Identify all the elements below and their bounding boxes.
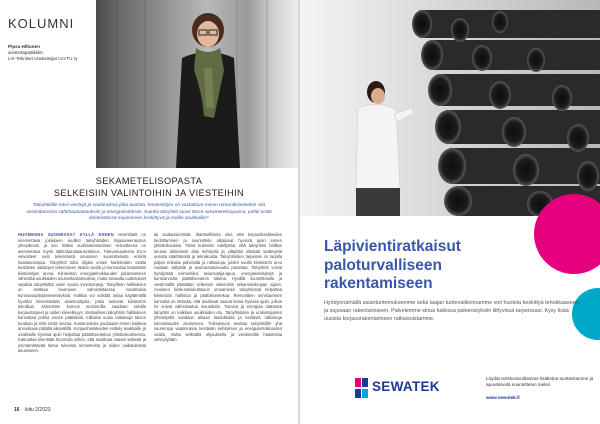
column-lead: Taloyhtiöille tulvii viestejä ja vaatimuksia joka tuutista. Kiinteistöjen on vastattava monin remonttiviesteihin sitä vesimittareista sähköautolatauksiin ja energiaindeksiin. Kuinka taloyhtiö luovii tässä sekametelisopassa, pohtii eräät kiinteistöissä sopimiseen keskittyvä ja mailla asukkaille? (26, 203, 272, 221)
column-title-line2: SELKEISIIN VALINTOIHIN JA VIESTEIHIN (53, 187, 245, 198)
ad-body-text: Hyödynnämällä asiantuntemuksemme sekä laajan tuotevalikoimamme voit huoleta keskittyä tehokkaaseen ja sujuvaan rakentamiseen. Palvelemme sinua kaikissa paloeristyksiin liittyvissä tarpeissasi. Kysy lisää uusista korjausrakentamisen ratkaisuistamme. (324, 300, 579, 322)
column-title (18, 176, 280, 199)
ad-headline (324, 238, 574, 294)
sewatek-logo[interactable] (354, 374, 464, 400)
author-name: Pipsa Hiltunen (8, 44, 40, 49)
issue-number: 2/2023 (35, 407, 51, 413)
section-title: KOLUMNI (8, 16, 75, 31)
pipes-warehouse-photo (300, 0, 600, 216)
body-lead-caps: HUOMENNA SUOMESSA? KYLLÄ ENNEN (18, 232, 114, 237)
column-title-line1: SEKAMETELISOPASTA (95, 176, 203, 186)
column-body (18, 232, 282, 402)
author-role: viestintäpäällikkö (8, 50, 43, 55)
ad-headline-line2: paloturvalliseen (324, 256, 443, 274)
magazine-name: kiitu (24, 407, 34, 413)
body-column-1 (18, 232, 146, 354)
ad-tagline: Löydät verkkosivuiltamme lisätietoa tuotteistamme ja apuvälineitä suunnittelun tueksi (486, 376, 594, 388)
author-portrait-photo (96, 0, 298, 168)
person-figure (168, 8, 248, 168)
ad-url-link[interactable]: www.sewatek.fi (486, 395, 520, 400)
pipes-illustration (300, 0, 600, 216)
author-org: LVI-Tekniset Urakoitsijat LVI-TU ry (8, 56, 78, 61)
right-page-ad (300, 0, 600, 424)
left-page-column (0, 0, 298, 424)
page-footer (14, 407, 51, 413)
body-text-1: vesimittarit on asennettava jokaiseen kodiksi taloyhtiöiden linjasaneerausten yhteydessä, ja sen lisäksi uudisrakentamisen velvoitteena on asennettava myös sähköautolatausvalmius. Tulevaisuudessa EU:n velvoitteet ovat tekemässä asumisen suunnittelusta entistä haastavampaa. Taloyhtiöt tulisi ohjata omien hankkeiden osalta kestävien valintojen tekemiseen tiedon avulla ja kannustaa lisäämään kiinteistöjen arvoa. Kiinteistön energiatehokkuuden parantaminen vähentää asukkaiden asumiskustannuksia, mutta toisaalta uudistukset vaativat taloyhtiöltä usein suuria investointeja. Taloyhtiön hallituksen on otettava huomioon valmisteltaessa vuosittaisia kunnossapitotarveselvityksiä. Hallitus voi edistää asiaa käyttämällä hyväksi kiinteistöalan asiantuntijoita, jotka tuntevat kiinteistön tekniikan. Kiinteistön kunnon arvioinnilla saadaan selville korjaustarpeet ja niiden kiireellisyys. Vastuullisen taloyhtiön hallituksen kannattaa pohtia ennen päätöksiä, millaisia uusia ratkaisuja taloon tuodaan ja mitä niistä seuraa. Kustannuksia joudutaan ennen kaikkea arvioimaan pitkällä aikavälillä. Korjaushankkeiden esittely asukkaille ja osakkaille hyvissä ajoin helpottaa päätöksentekoa yhtiökokouksessa. Kannattaa kiinnittää huomiota siihen, että asukkaat saavat selkeää ja ymmärrettävää tietoa tulevista remonteista ja niiden vaikutuksista asumiseen. (18, 232, 146, 354)
author-info (8, 44, 93, 62)
page-number: 16 (14, 407, 20, 413)
body-column-2: tai asukasviestintä. Ihanteellisinta olisi, että korjaushankkeiden tiedottaminen ja suunnittelu alkaisivat hyvissä ajoin ennen yhtiökokouksia. Tämä kuitenkin edellyttää, että taloyhtiön hallitus seuraa aktiivisesti alan kehitystä ja ylläpitää riittävää tietämystä uusista säädöksistä ja tekniikoista. Taloyhtiöiden tarpeisiin on tarjolla paljon erilaisia palveluita ja ratkaisuja, joiden avulla kiinteistön arvo voidaan säilyttää ja asumismukavuutta parantaa. Taloyhtiöt voivat hyödyntää esimerkiksi asiantuntija-apua, energiaselvityksiä ja kuntoarvioita päätöksenteon tukena. Hyvällä suunnittelulla ja viestinnällä päästään selkeisiin valintoihin sekametelisopan sijaan. Avoimen keskustelukulttuurin omaaminen taloyhtiössä helpottaa kiinteistön hallintoa ja päätöksentekoa. Remonttien onnistumisen kannalta on tärkeää, että asukkaat saavat tietoa hyvissä ajoin, jolloin he voivat valmistautua muutoksiin. Toimiva ja energiaa säästävä taloyhtiö on kaikkien asukkaiden etu. Taloyhtiöiden ja urakoitsijoiden yhteistyöllä saadaan aikaan laadukkaita ja kestäviä ratkaisuja tulevaisuuden asumiseen. Tulevaisuus asettaa taloyhtiöille yhä suurempia vaatimuksia kestävän kehityksen ja energiatehokkuuden osalta, mutta selkeällä ohjauksella ja viestinnällä haasteista selviydytään. (154, 232, 282, 343)
sewatek-logo-mark-icon (354, 376, 370, 400)
logo-text: SEWATEK (372, 379, 440, 394)
ad-headline-line3: rakentamiseen (324, 275, 433, 292)
ad-headline-line1: Läpivientiratkaisut (324, 238, 461, 255)
